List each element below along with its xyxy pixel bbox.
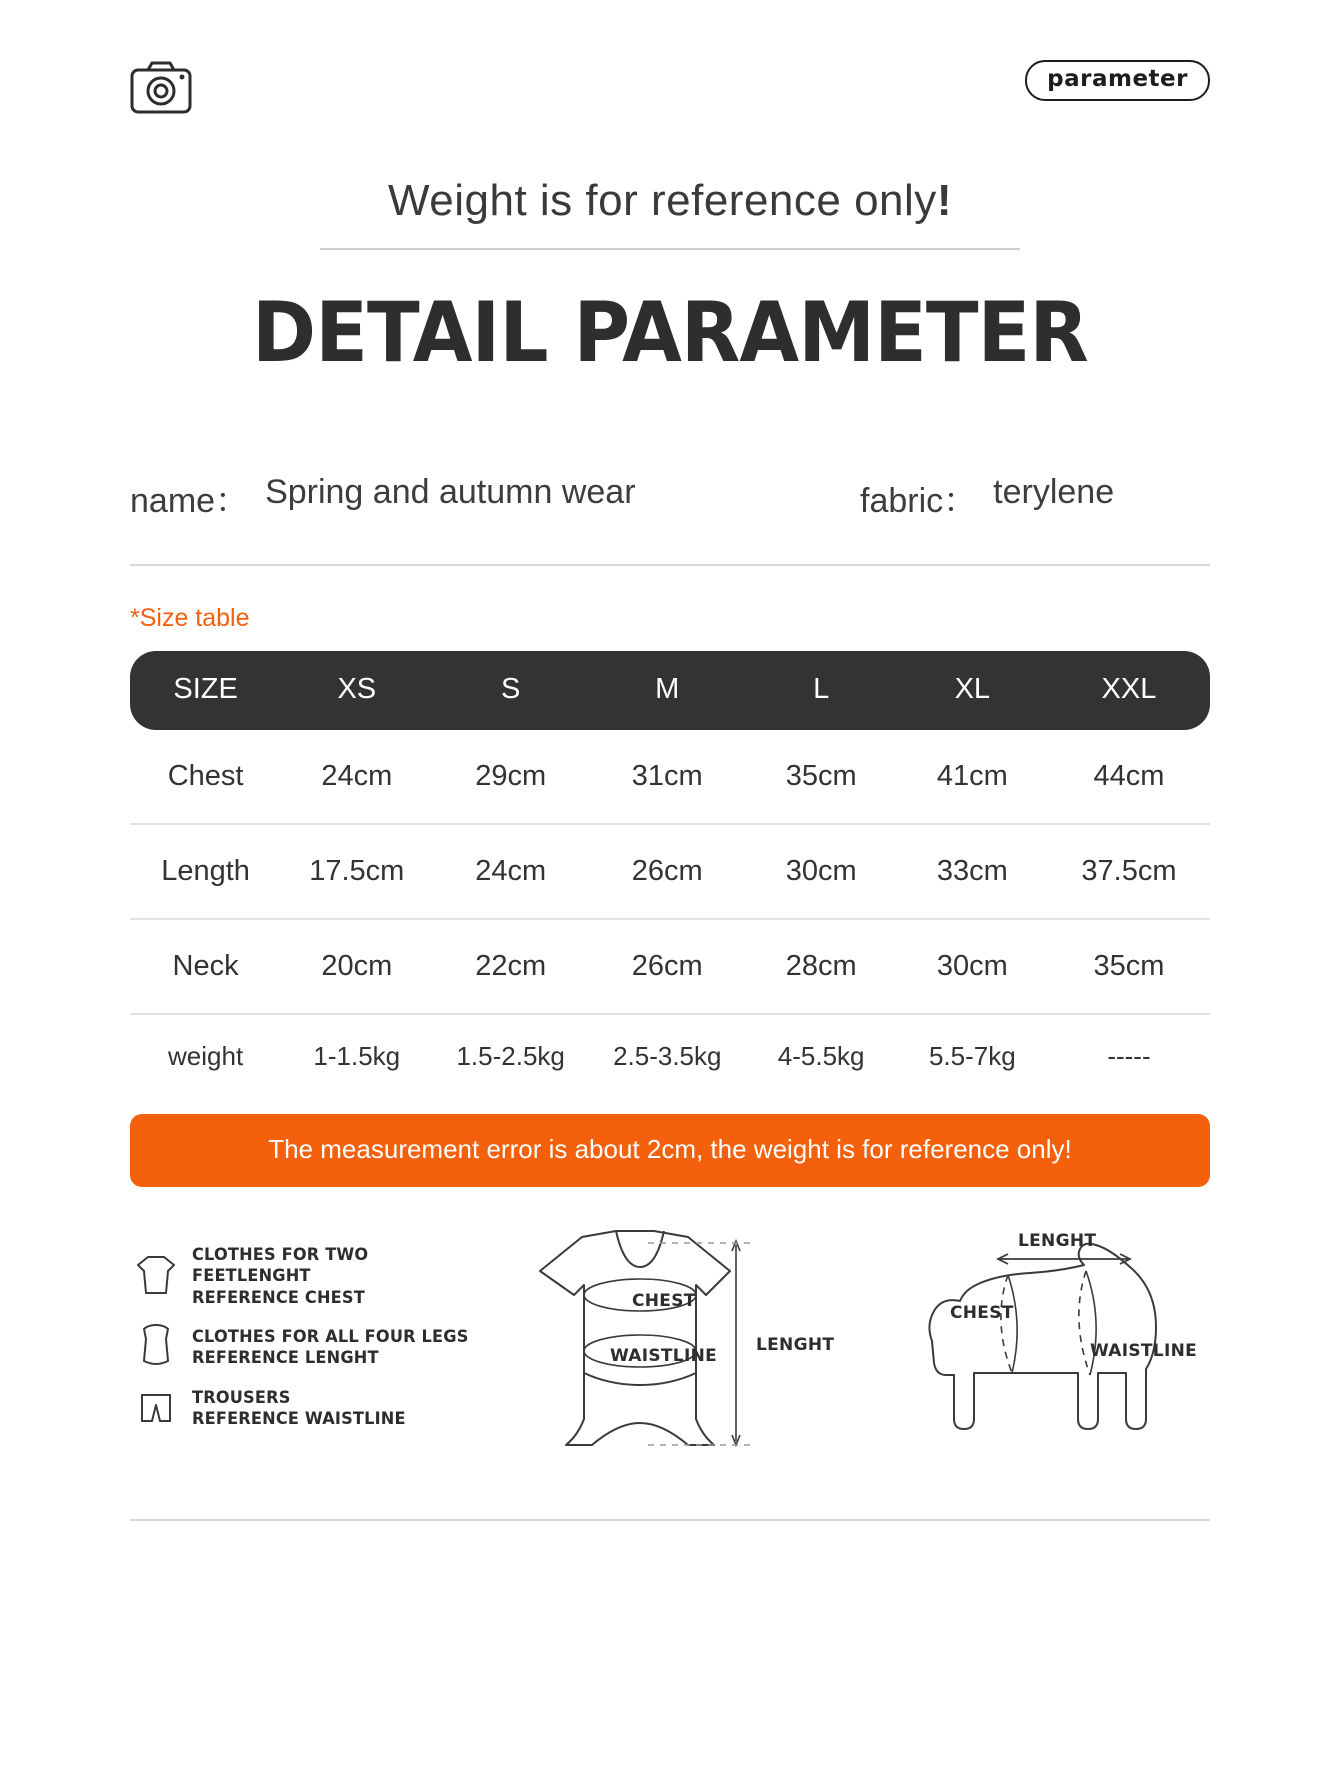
table-cell: 35cm: [1048, 919, 1210, 1014]
table-cell: 1-1.5kg: [313, 1041, 401, 1071]
table-cell: 24cm: [281, 730, 432, 824]
table-cell: 20cm: [281, 919, 432, 1014]
size-table-caption: *Size table: [130, 604, 250, 632]
legend-line-1: CLOTHES FOR ALL FOUR LEGS: [192, 1326, 469, 1347]
diagram-section: [130, 1223, 1210, 1473]
table-header-row: [130, 651, 1210, 730]
column-header: XXL: [1101, 673, 1157, 705]
measurement-note: The measurement error is about 2cm, the weight is for reference only!: [130, 1114, 1210, 1187]
table-cell: 4-5.5kg: [777, 1041, 865, 1071]
legend-list: [130, 1223, 500, 1445]
legend-line-1: CLOTHES FOR TWO FEETLENGHT: [192, 1245, 369, 1287]
table-cell: 41cm: [897, 730, 1048, 824]
table-cell: 26cm: [589, 919, 746, 1014]
row-label: Chest: [130, 730, 281, 824]
dog-lenght-label: LENGHT: [1018, 1231, 1097, 1251]
bodysuit-icon: [130, 1323, 192, 1373]
shirt-diagram: [520, 1223, 835, 1457]
table-cell: 24cm: [432, 824, 589, 919]
table-row: [130, 824, 1210, 919]
divider-under-meta: [130, 564, 1210, 566]
table-cell: -----: [1107, 1041, 1151, 1071]
table-cell: 29cm: [432, 730, 589, 824]
table-row: [130, 919, 1210, 1014]
shirt-waistline-label: WAISTLINE: [610, 1346, 718, 1366]
divider-under-subtitle: [320, 248, 1020, 250]
list-item: [130, 1245, 500, 1309]
subtitle-exclamation: !: [936, 176, 952, 225]
legend-line-2: REFERENCE WAISTLINE: [192, 1408, 406, 1429]
table-row: [130, 1014, 1210, 1092]
column-header: XS: [337, 673, 377, 705]
row-label: weight: [168, 1041, 244, 1071]
top-bar: [130, 60, 1210, 120]
parameter-pill: parameter: [1025, 60, 1210, 101]
table-cell: 44cm: [1048, 730, 1210, 824]
subtitle-text: Weight is for reference only: [388, 176, 937, 225]
fabric-value: terylene: [993, 473, 1115, 511]
bottom-divider: [130, 1519, 1210, 1521]
subtitle: [130, 176, 1210, 226]
column-header: XL: [954, 673, 991, 705]
table-cell: 22cm: [432, 919, 589, 1014]
column-header: L: [813, 673, 830, 705]
table-row: [130, 730, 1210, 824]
size-table: [130, 651, 1210, 1092]
table-cell: 1.5-2.5kg: [456, 1041, 565, 1071]
size-table-body: [130, 730, 1210, 1092]
table-cell: 5.5-7kg: [928, 1041, 1016, 1071]
shirt-chest-label: CHEST: [632, 1291, 696, 1311]
trousers-icon: [130, 1387, 192, 1431]
table-cell: 2.5-3.5kg: [613, 1041, 722, 1071]
page-title: DETAIL PARAMETER: [252, 284, 1088, 381]
table-cell: 37.5cm: [1048, 824, 1210, 919]
column-header: S: [501, 673, 521, 705]
name-value: Spring and autumn wear: [265, 473, 636, 511]
legend-text: [192, 1327, 469, 1370]
name-label: name：: [130, 482, 250, 520]
table-cell: 26cm: [589, 824, 746, 919]
table-cell: 28cm: [746, 919, 897, 1014]
dog-waistline-label: WAISTLINE: [1090, 1341, 1198, 1361]
legend-line-1: TROUSERS: [192, 1387, 291, 1408]
dog-diagram: [890, 1223, 1210, 1457]
fabric-label: fabric：: [860, 482, 978, 520]
table-cell: 30cm: [897, 919, 1048, 1014]
column-header: M: [655, 673, 680, 705]
meta-fabric: [860, 473, 1114, 522]
list-item: [130, 1323, 500, 1373]
table-cell: 33cm: [897, 824, 1048, 919]
table-cell: 17.5cm: [281, 824, 432, 919]
legend-line-2: REFERENCE CHEST: [192, 1287, 365, 1308]
table-cell: 30cm: [746, 824, 897, 919]
meta-name: [130, 473, 860, 522]
legend-text: [192, 1245, 485, 1309]
shirt-lenght-label: LENGHT: [756, 1335, 835, 1355]
meta-row: [130, 473, 1210, 522]
table-cell: 35cm: [746, 730, 897, 824]
size-table-head: [130, 651, 1210, 730]
camera-icon: [130, 60, 192, 114]
dog-chest-label: CHEST: [950, 1303, 1014, 1323]
table-cell: 31cm: [589, 730, 746, 824]
legend-text: [192, 1388, 406, 1431]
row-label: Neck: [130, 919, 281, 1014]
tshirt-icon: [130, 1253, 192, 1301]
list-item: [130, 1387, 500, 1431]
legend-line-2: REFERENCE LENGHT: [192, 1347, 379, 1368]
column-header: SIZE: [173, 673, 238, 705]
row-label: Length: [130, 824, 281, 919]
